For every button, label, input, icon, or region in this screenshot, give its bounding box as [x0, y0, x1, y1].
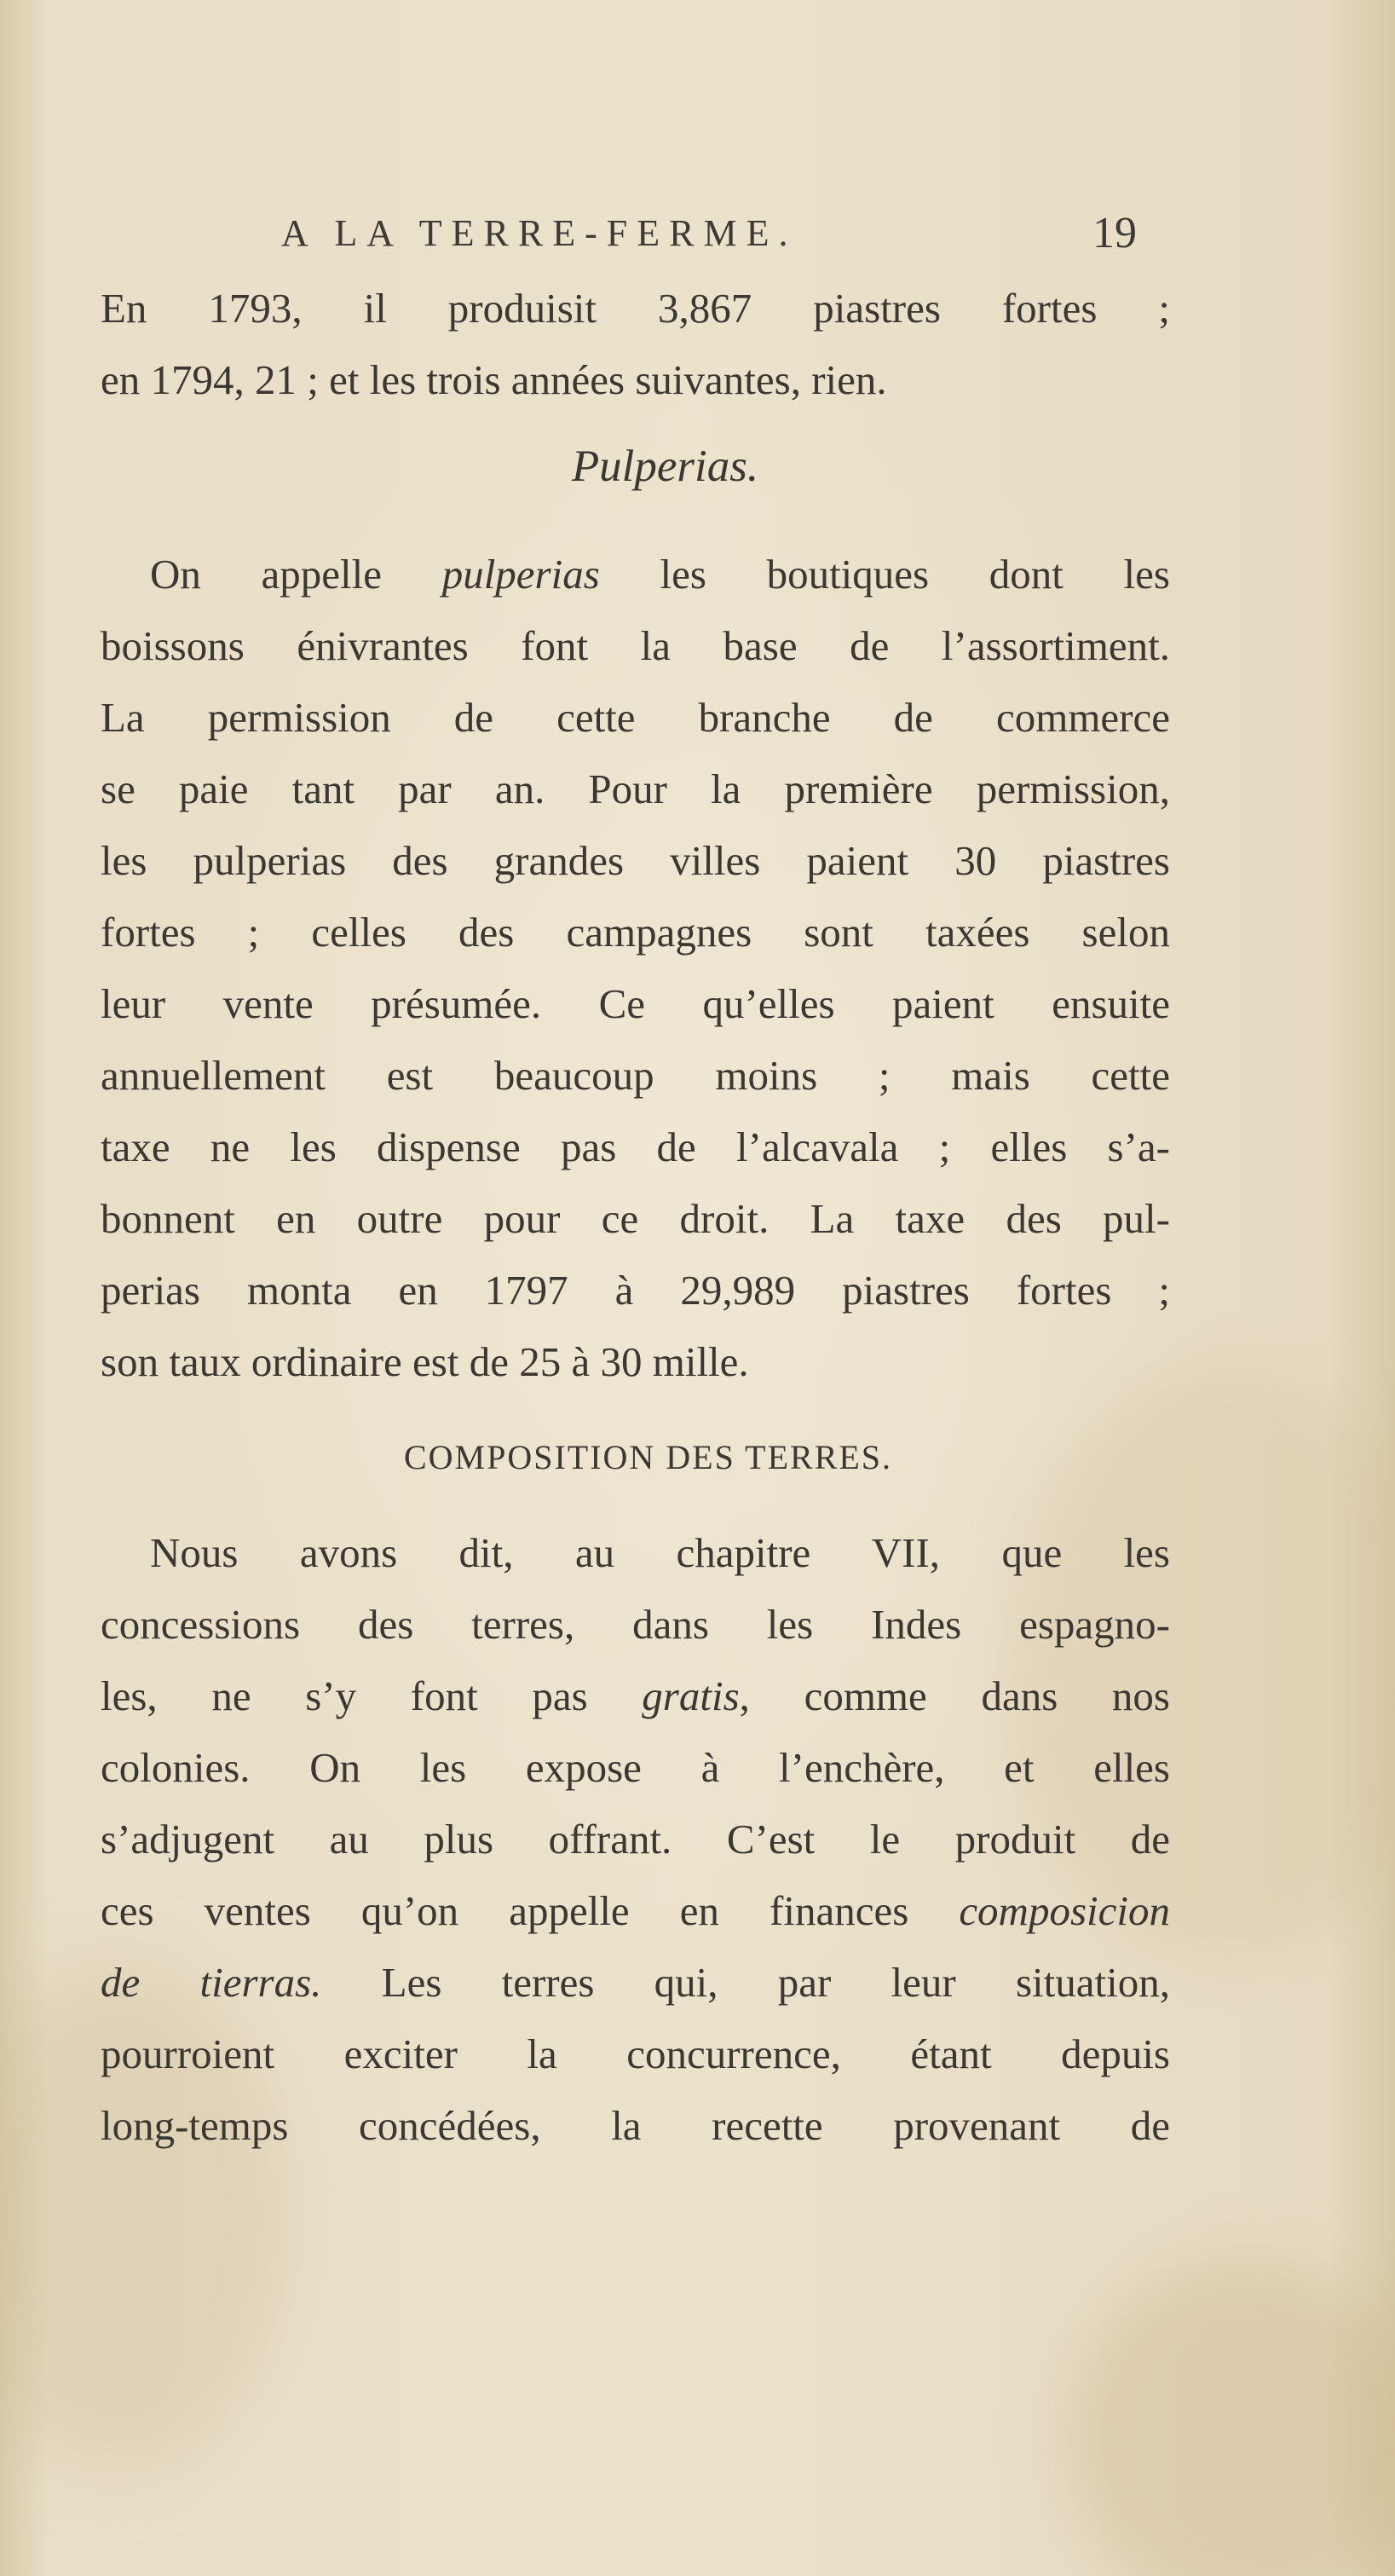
text-line: se paie tant par an. Pour la première permission, — [101, 765, 1170, 812]
text-line: taxe ne les dispense pas de l’alcavala ; elles s’a- — [101, 1123, 1170, 1170]
paragraph-composition — [101, 1517, 1170, 2162]
page-header — [0, 211, 1395, 263]
text-line: concessions des terres, dans les Indes espagno- — [101, 1601, 1170, 1648]
paragraph-pulperias — [101, 539, 1170, 1398]
paper-stain — [1065, 2259, 1395, 2576]
text-line: annuellement est beaucoup moins ; mais cette — [101, 1052, 1170, 1099]
text-line: de tierras. Les terres qui, par leur situation, — [101, 1959, 1170, 2006]
text-line: les, ne s’y font pas gratis, comme dans nos — [101, 1672, 1170, 1719]
text-line: les pulperias des grandes villes paient 30 piastres — [101, 837, 1170, 884]
text-line: long-temps concédées, la recette provenant de — [101, 2102, 1170, 2149]
text-line: fortes ; celles des campagnes sont taxées selon — [101, 909, 1170, 956]
text-line: leur vente présumée. Ce qu’elles paient ensuite — [101, 980, 1170, 1027]
section-heading-pulperias: Pulperias. — [571, 442, 759, 491]
text-line: son taux ordinaire est de 25 à 30 mille. — [101, 1338, 749, 1385]
text-line: bonnent en outre pour ce droit. La taxe des pul- — [101, 1195, 1170, 1242]
text-line: colonies. On les expose à l’enchère, et elles — [101, 1744, 1170, 1791]
section-heading-composition: COMPOSITION DES TERRES. — [403, 1438, 893, 1476]
text-line: boissons énivrantes font la base de l’assortiment. — [101, 622, 1170, 669]
text-line: perias monta en 1797 à 29,989 piastres fortes ; — [101, 1267, 1170, 1314]
text-line: On appelle pulperias les boutiques dont les — [150, 551, 1170, 598]
text-line: ces ventes qu’on appelle en finances composicion — [101, 1887, 1170, 1934]
text-line: s’adjugent au plus offrant. C’est le produit de — [101, 1816, 1170, 1863]
page-body — [101, 273, 1170, 2162]
text-line: La permission de cette branche de commerce — [101, 694, 1170, 741]
text-line: en 1794, 21 ; et les trois années suivantes, rien. — [101, 356, 887, 403]
page-number: 19 — [1092, 209, 1137, 257]
text-line: Nous avons dit, au chapitre VII, que les — [150, 1529, 1170, 1576]
text-line: En 1793, il produisit 3,867 piastres fortes ; — [101, 285, 1170, 332]
text-line: pourroient exciter la concurrence, étant depuis — [101, 2030, 1170, 2077]
running-title: A LA TERRE-FERME. — [281, 212, 798, 254]
